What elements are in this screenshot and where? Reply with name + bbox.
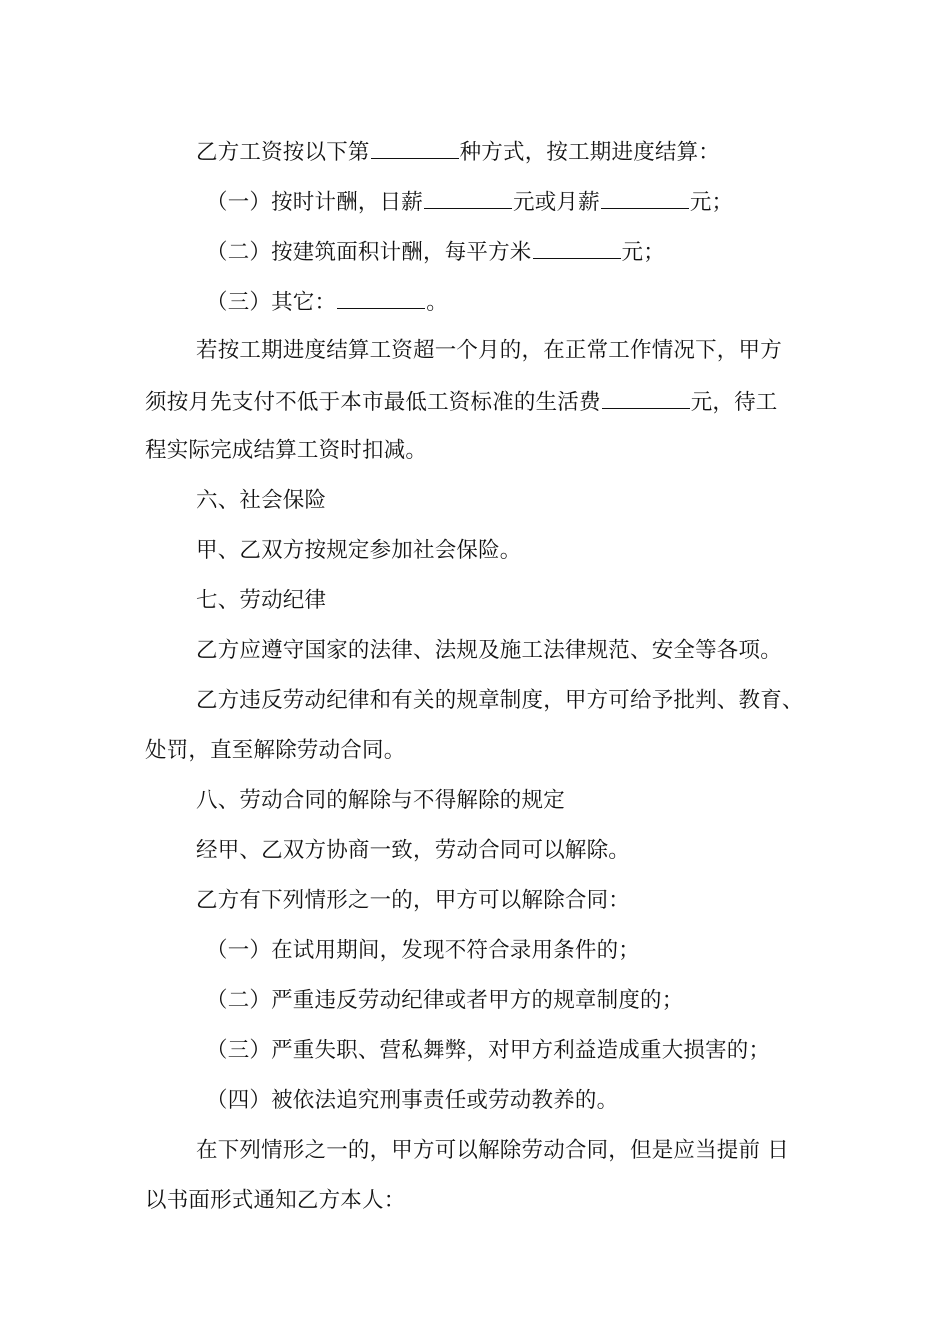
paragraph-line xyxy=(0,386,950,418)
list-item xyxy=(0,286,950,318)
text-segment: 乙方有下列情形之一的，甲方可以解除合同： xyxy=(196,888,631,913)
paragraph-line xyxy=(0,536,950,566)
text-segment: 乙方工资按以下第 xyxy=(196,140,370,165)
list-item xyxy=(0,186,950,218)
text-segment: （四）被依法追究刑事责任或劳动教养的。 xyxy=(206,1088,619,1113)
fill-blank xyxy=(337,286,425,309)
text-segment: （一）在试用期间，发现不符合录用条件的； xyxy=(206,938,641,963)
text-segment: 元，待工 xyxy=(690,390,778,415)
text-segment: 。 xyxy=(426,290,448,315)
text-segment: 程实际完成结算工资时扣减。 xyxy=(145,438,428,463)
paragraph-line xyxy=(0,336,950,366)
text-segment: 若按工期进度结算工资超一个月的，在正常工作情况下，甲方 xyxy=(196,338,782,363)
paragraph-line xyxy=(0,1186,950,1216)
text-segment: 元或月薪 xyxy=(513,190,600,215)
text-segment: 经甲、乙双方协商一致，劳动合同可以解除。 xyxy=(196,838,631,863)
paragraph-line xyxy=(0,836,950,866)
text-segment: 八、劳动合同的解除与不得解除的规定 xyxy=(196,788,565,813)
paragraph-line xyxy=(0,886,950,916)
text-segment: （二）严重违反劳动纪律或者甲方的规章制度的； xyxy=(206,988,684,1013)
list-item xyxy=(0,1036,950,1066)
paragraph-line xyxy=(0,436,950,466)
fill-blank xyxy=(602,386,690,409)
fill-blank xyxy=(533,236,621,259)
fill-blank xyxy=(601,186,689,209)
paragraph-line xyxy=(0,736,950,766)
paragraph-line xyxy=(0,636,950,666)
text-segment: 元； xyxy=(621,240,665,265)
text-segment: 种方式，按工期进度结算： xyxy=(459,140,721,165)
list-item xyxy=(0,1086,950,1116)
section-heading xyxy=(0,586,950,616)
fill-blank xyxy=(371,136,459,159)
text-segment: 以书面形式通知乙方本人： xyxy=(145,1188,406,1213)
paragraph-line xyxy=(0,686,950,716)
text-segment: 在下列情形之一的，甲方可以解除劳动合同，但是应当提前 日 xyxy=(196,1138,789,1163)
text-segment: 六、社会保险 xyxy=(196,488,327,513)
text-segment: （一）按时计酬，日薪 xyxy=(206,190,424,215)
list-item xyxy=(0,986,950,1016)
text-segment: 乙方违反劳动纪律和有关的规章制度，甲方可给予批判、教育、 xyxy=(196,688,804,713)
text-segment: 须按月先支付不低于本市最低工资标准的生活费 xyxy=(145,390,601,415)
text-segment: 乙方应遵守国家的法律、法规及施工法律规范、安全等各项。 xyxy=(196,638,782,663)
paragraph-line xyxy=(0,1136,950,1166)
section-heading xyxy=(0,486,950,516)
section-heading xyxy=(0,786,950,816)
text-segment: 元； xyxy=(689,190,734,215)
fill-blank xyxy=(424,186,512,209)
text-segment: （二）按建筑面积计酬，每平方米 xyxy=(206,240,532,265)
text-segment: （三）严重失职、营私舞弊，对甲方利益造成重大损害的； xyxy=(206,1038,771,1063)
paragraph-line xyxy=(0,136,950,168)
text-segment: （三）其它： xyxy=(206,290,337,315)
list-item xyxy=(0,236,950,268)
text-segment: 甲、乙双方按规定参加社会保险。 xyxy=(196,538,522,563)
text-segment: 处罚，直至解除劳动合同。 xyxy=(145,738,406,763)
list-item xyxy=(0,936,950,966)
text-segment: 七、劳动纪律 xyxy=(196,588,327,613)
